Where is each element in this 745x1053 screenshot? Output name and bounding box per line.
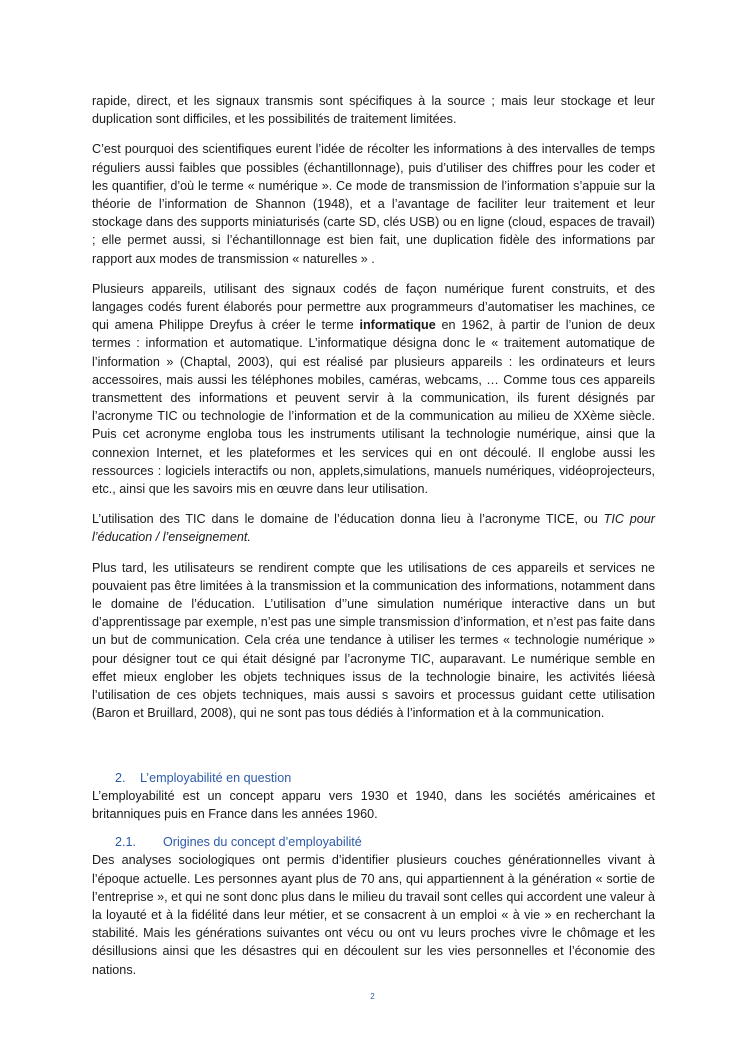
paragraph-3: [92, 280, 655, 498]
section-title: L’employabilité en question: [140, 770, 292, 785]
paragraph-7: Des analyses sociologiques ont permis d’identifier plusieurs couches générationnelles vivant à l’époque actuelle. Les personnes ayant plus de 70 ans, qui appartiennent à la génération « sortie de l’entreprise », et qui ne sont donc plus dans le milieu du travail sont celles qui accordent une valeur à la loyauté et à la fidélité dans leur métier, et se consacrent à un emploi « à vie » en recherchant la stabilité. Mais les générations suivantes ont vécu ou ont vu leurs proches vivre le chômage et les désillusions ainsi que les désastres qui en découlent sur les vies personnelles et l’économie des nations.: [92, 853, 655, 977]
section-number: 2.: [115, 770, 126, 785]
section-heading-2: [115, 769, 655, 787]
paragraph-2: C’est pourquoi des scientifiques eurent l’idée de récolter les informations à des intervalles de temps réguliers aussi faibles que possibles (échantillonnage), puis d’utiliser des chiffres pour les coder et les quantifier, d’où le terme « numérique ». Ce mode de transmission de l’information s’appuie sur la théorie de l’information de Shannon (1948), et a l’avantage de faciliter leur traitement et leur stockage dans des supports miniaturisés (carte SD, clés USB) ou en ligne (cloud, espaces de travail) ; elle permet aussi, si l’échantillonnage est bien fait, une duplication fidèle des informations par rapport aux modes de transmission « naturelles » .: [92, 142, 655, 266]
paragraph-4: [92, 510, 655, 546]
paragraph-3-part-a: Plusieurs appareils, utilisant des signaux codés de façon numérique furent construits, et des langages codés furent élaborés pour permettre aux programmeurs d’automatiser les machines, ce qui amena Philippe Dreyfus à créer le terme: [92, 281, 655, 333]
paragraph-3-part-c: en 1962, à partir de l’union de deux termes : information et automatique. L’informatique désigna donc le « traitement automatique de l’information » (Chaptal, 2003), qui est réalisé par plusieurs appareils : les ordinateurs et leurs accessoires, mais aussi les téléphones mobiles, caméras, webcams, … Comme tous ces appareils transmettent des informations et peuvent servir à la communication, ils furent désignés par l’acronyme TIC ou technologie de l’information et de la communication au milieu de XXème siècle. Puis cet acronyme engloba tous les instruments utilisant la technologie numérique, ainsi que la connexion Internet, et les plateformes et les services qui en ont découlé. Il englobe aussi les ressources : logiciels interactifs ou non, applets,simulations, manuels numériques, vidéoprojecteurs, etc., ainsi que les savoirs mis en œuvre dans leur utilisation.: [92, 318, 655, 497]
page-body: [92, 92, 655, 979]
paragraph-1: rapide, direct, et les signaux transmis sont spécifiques à la source ; mais leur stockage et leur duplication sont difficiles, et les possibilités de traitement limitées.: [92, 94, 655, 127]
paragraph-6: L’employabilité est un concept apparu vers 1930 et 1940, dans les sociétés américaines et britanniques puis en France dans les années 1960.: [92, 788, 655, 821]
paragraph-5: Plus tard, les utilisateurs se rendirent compte que les utilisations de ces appareils et services ne pouvaient pas être limitées à la transmission et la communication des informations, notamment dans le domaine de l’éducation. L’utilisation d’’une simulation numérique interactive dans un but d’apprentissage par exemple, n’est pas une simple transmission d’information, et n’est pas faite dans un but de communication. Cela créa une tendance à utiliser les termes « technologie numérique » pour désigner tout ce qui était désigné par l’acronyme TIC, auparavant. Le numérique semble en effet mieux englober les objets techniques issus de la technologie binaire, les activités liéesà l’utilisation de ces objets techniques, mais aussi s savoirs et processus guidant cette utilisation (Baron et Bruillard, 2008), qui ne sont pas tous dédiés à l’information et à la communication.: [92, 560, 655, 721]
subsection-number: 2.1.: [115, 835, 137, 850]
subsection-heading-2-1: [115, 833, 655, 851]
paragraph-4-part-a: L’utilisation des TIC dans le domaine de l’éducation donna lieu à l’acronyme TICE, ou: [92, 512, 604, 527]
term-informatique: informatique: [359, 318, 436, 333]
page-number: 2: [370, 992, 375, 1001]
subsection-title: Origines du concept d’employabilité: [163, 835, 362, 850]
tice-expansion: TIC pour l’éducation / l’enseignement.: [92, 512, 655, 545]
